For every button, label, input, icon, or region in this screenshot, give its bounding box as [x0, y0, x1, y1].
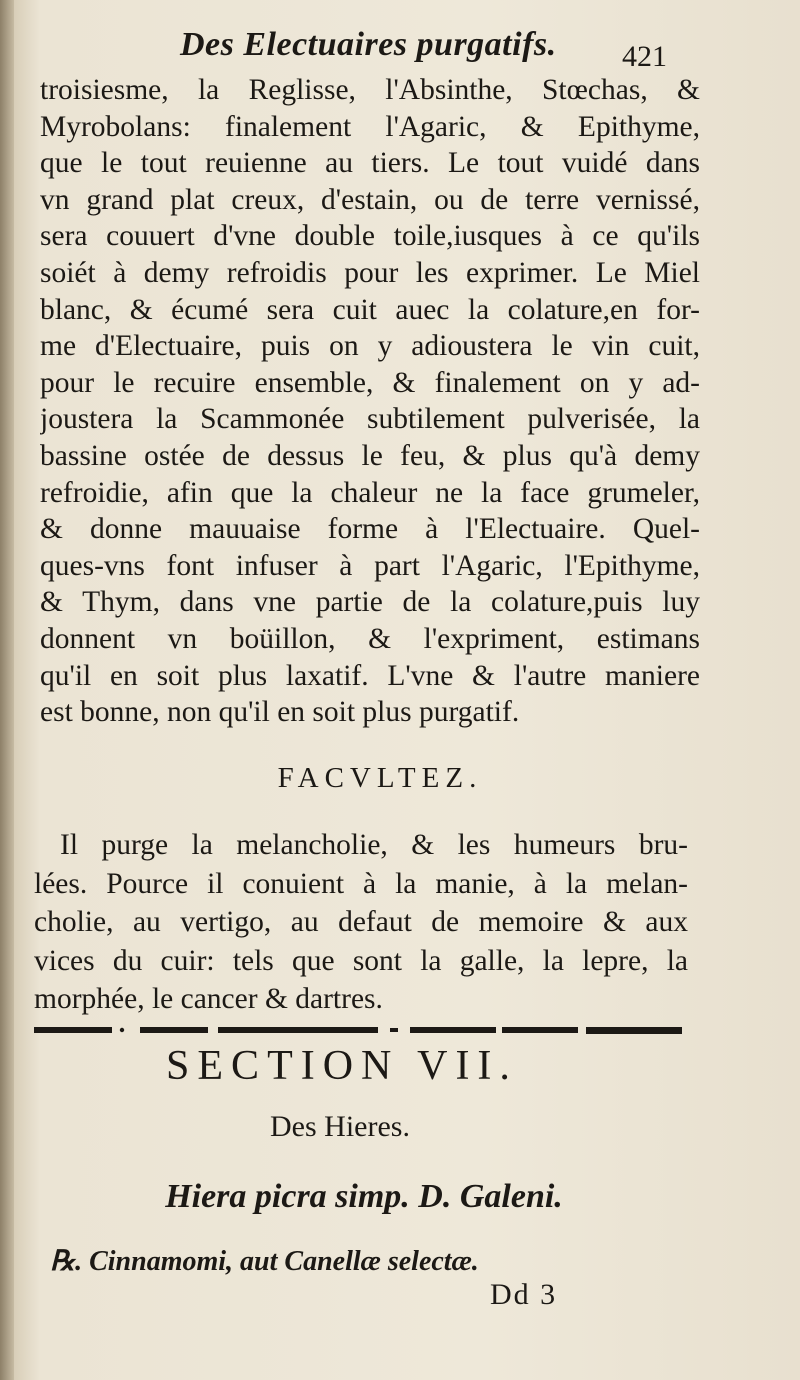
- recipe-ingredient-line: ℞. Cinnamomi, aut Canellæ selectæ.: [50, 1246, 479, 1277]
- text-line: donnent vn boüillon, & l'expriment, estimans: [40, 622, 700, 655]
- text-line: vn grand plat creux, d'estain, ou de terre vernissé,: [40, 183, 700, 216]
- text-line-last: est bonne, non qu'il en soit plus purgatif.: [40, 696, 520, 729]
- signature-catchword: Dd 3: [490, 1278, 558, 1311]
- text-line: lées. Pource il conuient à la manie, à la melan-: [34, 867, 688, 900]
- facultez-heading: FACVLTEZ.: [277, 762, 483, 794]
- text-line: joustera la Scammonée subtilement pulverisée, la: [40, 403, 700, 436]
- text-line: bassine ostée de dessus le feu, & plus qu'à demy: [40, 439, 700, 472]
- recipe-title: Hiera picra simp. D. Galeni.: [165, 1178, 563, 1215]
- text-line: vices du cuir: tels que sont la galle, la lepre, la: [34, 944, 688, 977]
- section-subtitle: Des Hieres.: [270, 1110, 410, 1143]
- section-heading: SECTION VII.: [166, 1043, 518, 1089]
- text-line: ques-vns font infuser à part l'Agaric, l'Epithyme,: [40, 549, 700, 582]
- text-line: cholie, au vertigo, au defaut de memoire & aux: [34, 906, 688, 939]
- text-line: & Thym, dans vne partie de la colature,puis luy: [40, 586, 700, 619]
- running-title: Des Electuaires purgatifs.: [180, 26, 557, 63]
- text-line-last: morphée, le cancer & dartres.: [34, 983, 383, 1016]
- decorative-rule: [34, 1024, 682, 1036]
- text-line: sera couuert d'vne double toile,iusques à ce qu'ils: [40, 220, 700, 253]
- paragraph-2: [34, 826, 688, 1019]
- text-line: Myrobolans: finalement l'Agaric, & Epithyme,: [40, 110, 700, 143]
- text-line: & donne mauuaise forme à l'Electuaire. Quel-: [40, 513, 700, 546]
- text-line: pour le recuire ensemble, & finalement on y ad-: [40, 366, 700, 399]
- text-line: me d'Electuaire, puis on y adioustera le vin cuit,: [40, 330, 700, 363]
- page-number: 421: [622, 40, 667, 73]
- text-line: qu'il en soit plus laxatif. L'vne & l'autre maniere: [40, 659, 700, 692]
- text-line: troisiesme, la Reglisse, l'Absinthe, Stœchas, &: [40, 74, 700, 106]
- text-line: soiét à demy refroidis pour les exprimer. Le Miel: [40, 256, 700, 289]
- text-line: Il purge la melancholie, & les humeurs bru-: [60, 829, 688, 861]
- page-header: [0, 26, 800, 76]
- text-line: blanc, & écumé sera cuit auec la colature,en for-: [40, 293, 700, 326]
- paragraph-1: [40, 72, 700, 731]
- text-line: refroidie, afin que la chaleur ne la face grumeler,: [40, 476, 700, 509]
- text-line: que le tout reuienne au tiers. Le tout vuidé dans: [40, 147, 700, 180]
- book-gutter-shadow: [0, 0, 14, 1380]
